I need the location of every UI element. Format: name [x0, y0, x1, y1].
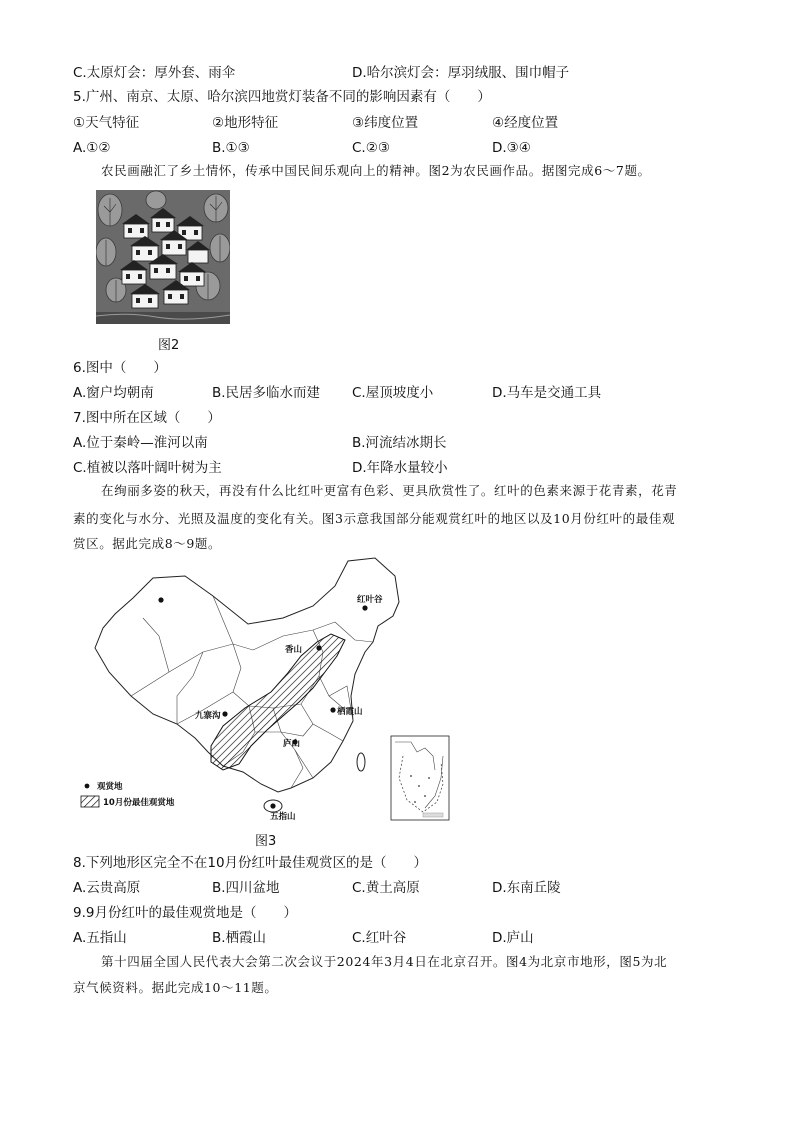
q7-option-d: D.年降水量较小: [352, 460, 448, 476]
q9-option-a: A.五指山: [73, 930, 127, 946]
passage-8-9-line1: 在绚丽多姿的秋天，再没有什么比红叶更富有色彩、更具欣赏性了。红叶的色素来源于花青素，花青: [101, 483, 678, 498]
q7-option-c: C.植被以落叶阔叶树为主: [73, 460, 222, 476]
legend-point-symbol: [85, 784, 90, 789]
figure2-painting: [96, 190, 230, 324]
q5-item-2: ②地形特征: [212, 115, 279, 131]
point-jiuzhaigou: [222, 711, 227, 716]
q9-option-d: D.庐山: [492, 930, 534, 946]
q6-option-a: A.窗户均朝南: [73, 385, 154, 401]
passage-10-11-line1: 第十四届全国人民代表大会第二次会议于2024年3月4日在北京召开。图4为北京市地形，图5为北: [101, 954, 668, 969]
q7-stem: 7.图中所在区域（ ）: [73, 410, 221, 426]
legend-point-label: 观赏地: [97, 782, 123, 792]
q9-option-b: B.栖霞山: [212, 930, 267, 946]
q5-option-b: B.①③: [212, 140, 250, 156]
q8-option-d: D.东南丘陵: [492, 880, 561, 896]
figure3-map: [73, 556, 453, 824]
legend-area-label: 10月份最佳观赏地: [103, 798, 175, 808]
label-hongyegu: 红叶谷: [357, 595, 383, 605]
q9-stem: 9.9月份红叶的最佳观赏地是（ ）: [73, 905, 297, 921]
passage-6-7: 农民画融汇了乡土情怀，传承中国民间乐观向上的精神。图2为农民画作品。据图完成6～7题。: [101, 163, 651, 178]
q6-option-b: B.民居多临水而建: [212, 385, 321, 401]
label-lushan: 庐山: [283, 739, 301, 749]
point-xinjiang: [158, 597, 163, 602]
q6-stem: 6.图中（ ）: [73, 360, 167, 376]
q7-option-b: B.河流结冰期长: [352, 435, 447, 451]
south-china-sea-inset: [391, 736, 449, 820]
q8-option-b: B.四川盆地: [212, 880, 280, 896]
passage-8-9-line3: 赏区。据此完成8～9题。: [73, 536, 222, 551]
q5-option-a: A.①②: [73, 140, 111, 156]
point-qixiashan: [330, 707, 335, 712]
q5-item-3: ③纬度位置: [352, 115, 419, 131]
label-jiuzhaigou: 九寨沟: [195, 711, 221, 721]
q5-item-4: ④经度位置: [492, 115, 559, 131]
legend-area-symbol: [81, 796, 99, 807]
figure3-caption: 图3: [255, 834, 277, 849]
q7-option-a: A.位于秦岭—淮河以南: [73, 435, 208, 451]
figure2-caption: 图2: [158, 338, 180, 353]
label-xiangshan: 香山: [285, 645, 303, 655]
q8-option-c: C.黄土高原: [352, 880, 420, 896]
china-outline: [95, 558, 399, 792]
label-wuzhishan: 五指山: [270, 812, 296, 822]
q6-option-d: D.马车是交通工具: [492, 385, 602, 401]
q5-option-c: C.②③: [352, 140, 390, 156]
q6-option-c: C.屋顶坡度小: [352, 385, 434, 401]
q5-option-d: D.③④: [492, 140, 531, 156]
passage-10-11-line2: 京气候资料。据此完成10～11题。: [73, 980, 278, 995]
point-hongyegu: [362, 605, 367, 610]
q8-stem: 8.下列地形区完全不在10月份红叶最佳观赏区的是（ ）: [73, 855, 428, 871]
passage-8-9-line2: 素的变化与水分、光照及温度的变化有关。图3示意我国部分能观赏红叶的地区以及10月份红叶的最佳观: [73, 511, 676, 526]
q9-option-c: C.红叶谷: [352, 930, 407, 946]
label-qixiashan: 栖霞山: [337, 707, 363, 717]
q4-option-d: D.哈尔滨灯会：厚羽绒服、围巾帽子: [352, 65, 570, 81]
q5-stem: 5.广州、南京、太原、哈尔滨四地赏灯装备不同的影响因素有（ ）: [73, 89, 491, 105]
q8-option-a: A.云贵高原: [73, 880, 141, 896]
q4-option-c: C.太原灯会：厚外套、雨伞: [73, 65, 236, 81]
point-wuzhishan: [270, 803, 275, 808]
q5-item-1: ①天气特征: [73, 115, 140, 131]
point-xiangshan: [316, 645, 321, 650]
